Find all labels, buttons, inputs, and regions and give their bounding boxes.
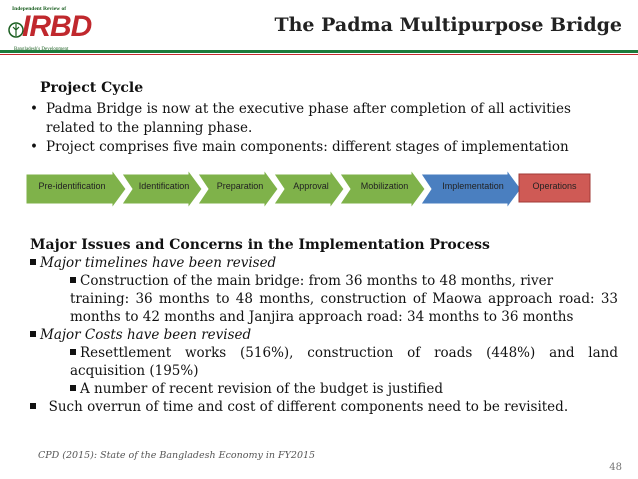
process-stage-operations bbox=[517, 170, 592, 208]
square-bullet-icon bbox=[30, 331, 36, 337]
list-item: • Padma Bridge is now at the executive phase after completion of all activities related to the planning phase. bbox=[30, 101, 571, 136]
square-bullet-icon bbox=[70, 277, 76, 283]
process-stage-label: Mobilization bbox=[360, 181, 409, 191]
process-stage-label: Identification bbox=[138, 181, 190, 191]
header-rule-accent bbox=[0, 54, 638, 55]
slide-title: The Padma Multipurpose Bridge bbox=[274, 14, 622, 36]
timelines-item: Major timelines have been revised bbox=[30, 254, 618, 272]
project-cycle-heading: Project Cycle bbox=[40, 80, 144, 96]
issues-heading: Major Issues and Concerns in the Implementation Process bbox=[30, 237, 490, 253]
square-bullet-icon bbox=[70, 385, 76, 391]
costs-item: Major Costs have been revised bbox=[30, 326, 618, 344]
square-bullet-icon bbox=[70, 349, 76, 355]
page-number: 48 bbox=[609, 462, 622, 473]
process-stage-label: Pre-identification bbox=[38, 181, 106, 191]
project-cycle-bullets bbox=[26, 100, 616, 157]
project-cycle-process bbox=[26, 170, 616, 208]
overrun-item: Such overrun of time and cost of different components need to be revisited. bbox=[30, 398, 618, 416]
costs-detail-1: Resettlement works (516%), construction of roads (448%) and land acquisition (195%) bbox=[70, 345, 618, 379]
process-stage-label: Operations bbox=[532, 181, 577, 191]
process-stage-identification bbox=[122, 170, 202, 208]
process-stage-approval bbox=[274, 170, 344, 208]
process-stage-pre-identification bbox=[26, 170, 126, 208]
header-rule bbox=[0, 50, 638, 53]
timelines-detail: Construction of the main bridge: from 36 months to 48 months, river training: 36 months to 48 months, construction of Maowa approach road: 33 months to 42 months and Janjira approach road: 34 months to 36 months bbox=[70, 273, 618, 325]
irbd-logo bbox=[8, 6, 90, 52]
process-stage-label: Implementation bbox=[442, 181, 504, 191]
logo-top-text: Independent Review of bbox=[12, 6, 67, 12]
process-stage-label: Preparation bbox=[216, 181, 264, 191]
source-citation: CPD (2015): State of the Bangladesh Economy in FY2015 bbox=[38, 450, 316, 461]
logo-wordmark: IRBD bbox=[22, 10, 92, 43]
process-stage-label: Approval bbox=[293, 181, 329, 191]
process-stage-mobilization bbox=[340, 170, 425, 208]
issues-section bbox=[26, 236, 618, 416]
costs-detail-2: A number of recent revision of the budget is justified bbox=[70, 380, 618, 398]
square-bullet-icon bbox=[30, 403, 36, 409]
process-stage-preparation bbox=[198, 170, 278, 208]
list-item: • Project comprises five main components: different stages of implementation bbox=[30, 139, 569, 155]
process-stage-implementation bbox=[421, 170, 521, 208]
square-bullet-icon bbox=[30, 259, 36, 265]
